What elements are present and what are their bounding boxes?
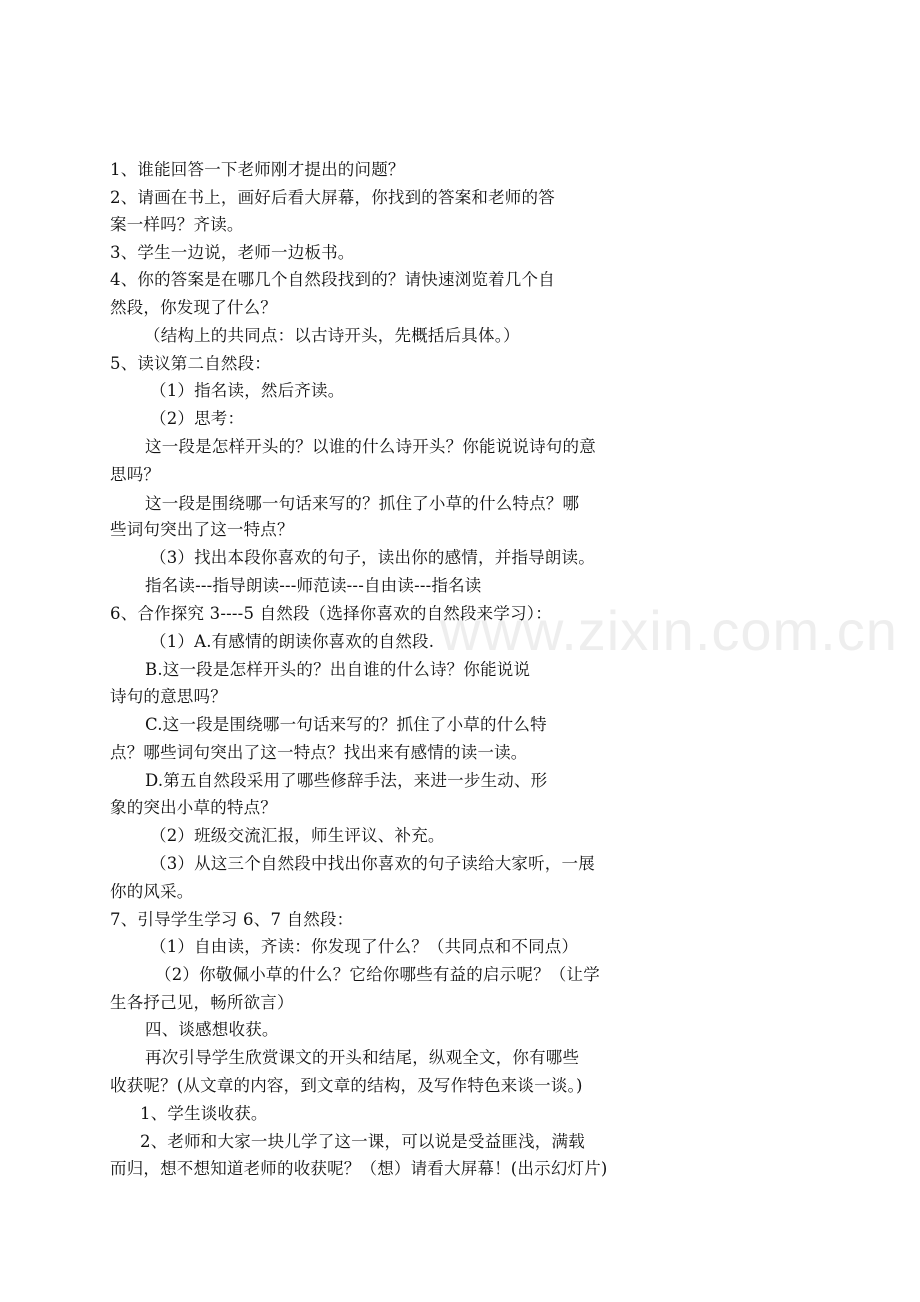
text-line: 案一样吗？齐读。 (110, 215, 244, 234)
text-line: 4、你的答案是在哪几个自然段找到的？请快速浏览着几个自 (110, 270, 555, 289)
text-line: 而归，想不想知道老师的收获呢？（想）请看大屏幕！(出示幻灯片) (110, 1159, 608, 1178)
text-line: 1、学生谈收获。 (140, 1104, 268, 1123)
watermark: www.zixin.com.cn (440, 599, 898, 662)
text-line: 收获呢？(从文章的内容，到文章的结构，及写作特色来谈一谈。) (110, 1076, 583, 1095)
text-line: 象的突出小草的特点？ (110, 798, 277, 817)
text-line: 你的风采。 (110, 882, 194, 901)
text-line: 2、老师和大家一块儿学了这一课，可以说是受益匪浅，满载 (140, 1132, 585, 1151)
text-line: 点？哪些词句突出了这一特点？找出来有感情的读一读。 (110, 743, 528, 762)
text-line: （2）班级交流汇报，师生评议、补充。 (150, 826, 445, 845)
text-line: 思吗？ (110, 465, 161, 484)
text-line: （1）A.有感情的朗读你喜欢的自然段. (150, 632, 435, 651)
text-line: （1）自由读，齐读：你发现了什么？（共同点和不同点） (150, 937, 579, 956)
section-heading: 6、合作探究 3----5 自然段（选择你喜欢的自然段来学习）： (110, 604, 552, 623)
text-line: （结构上的共同点：以古诗开头，先概括后具体。） (144, 326, 520, 345)
text-line: B.这一段是怎样开头的？出自谁的什么诗？你能说说 (145, 660, 531, 679)
text-line: 1、谁能回答一下老师刚才提出的问题？ (110, 160, 405, 179)
text-line: （3）找出本段你喜欢的句子，读出你的感情，并指导朗读。 (150, 548, 595, 567)
text-line: 这一段是围绕哪一句话来写的？抓住了小草的什么特点？哪 (145, 494, 580, 513)
text-line: 这一段是怎样开头的？以谁的什么诗开头？你能说说诗句的意 (145, 437, 596, 456)
text-line: 生各抒己见，畅所欲言） (110, 993, 294, 1012)
text-line: （2）思考： (150, 409, 245, 428)
text-line: C.这一段是围绕哪一句话来写的？抓住了小草的什么特 (145, 715, 547, 734)
section-heading: 四、谈感想收获。 (145, 1020, 279, 1039)
text-line: （3）从这三个自然段中找出你喜欢的句子读给大家听，一展 (150, 854, 595, 873)
text-line: （2）你敬佩小草的什么？它给你哪些有益的启示呢？（让学 (155, 965, 600, 984)
text-line: 些词句突出了这一特点？ (110, 520, 294, 539)
text-line: 再次引导学生欣赏课文的开头和结尾，纵观全文，你有哪些 (145, 1048, 580, 1067)
text-line: 然段，你发现了什么？ (110, 298, 277, 317)
text-line: 诗句的意思吗？ (110, 687, 227, 706)
text-line: 指名读---指导朗读---师范读---自由读---指名读 (145, 576, 482, 595)
text-line: D.第五自然段采用了哪些修辞手法，来进一步生动、形 (145, 771, 548, 790)
section-heading: 7、引导学生学习 6、7 自然段： (110, 910, 354, 929)
text-line: 3、学生一边说，老师一边板书。 (110, 243, 355, 262)
section-heading: 5、读议第二自然段： (110, 354, 271, 373)
text-line: 2、请画在书上，画好后看大屏幕，你找到的答案和老师的答 (110, 188, 555, 207)
text-line: （1）指名读，然后齐读。 (150, 381, 345, 400)
